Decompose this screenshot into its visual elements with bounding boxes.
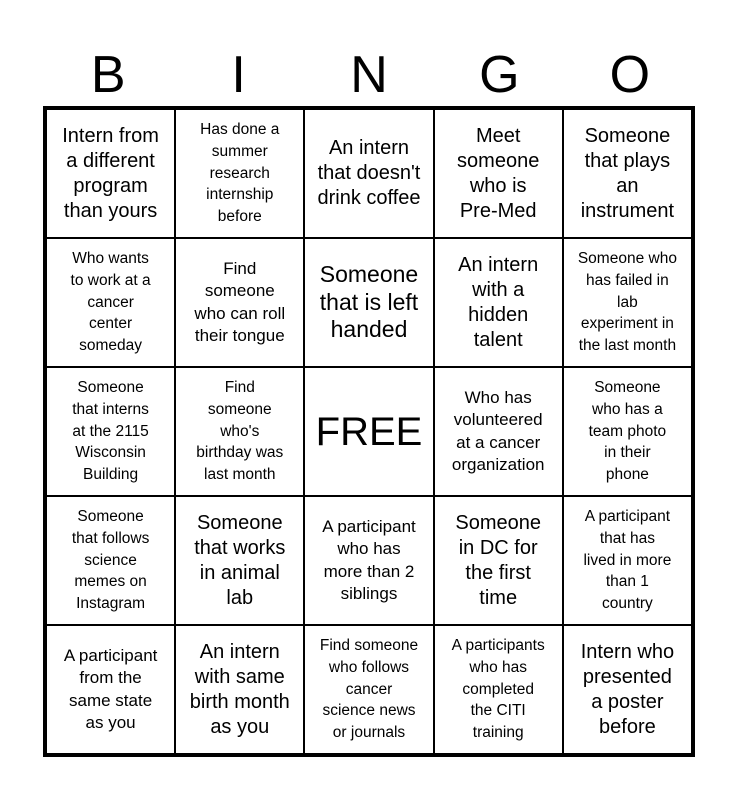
bingo-cell-r2-c5[interactable] <box>563 238 692 367</box>
bingo-cell-r4-c5[interactable] <box>563 496 692 625</box>
cell-text: Someone who has failed in lab experiment in the last month <box>577 250 677 355</box>
cell-text: Someone in DC for the first time <box>455 511 541 609</box>
cell-text: Find someone who can roll their tongue <box>194 259 286 345</box>
bingo-cell-r3-c1[interactable] <box>46 367 175 496</box>
bingo-cell-r1-c4[interactable] <box>434 109 563 238</box>
header-letter-g: G <box>479 46 520 104</box>
cell-text: A participant from the same state as you <box>63 646 158 732</box>
bingo-cell-r1-c3[interactable] <box>304 109 433 238</box>
bingo-cell-r4-c1[interactable] <box>46 496 175 625</box>
bingo-cell-r4-c2[interactable] <box>175 496 304 625</box>
header-letter-i: I <box>231 46 246 104</box>
cell-text: Someone that plays an instrument <box>580 124 675 222</box>
bingo-cell-r3-c2[interactable] <box>175 367 304 496</box>
bingo-cell-r5-c4[interactable] <box>434 625 563 754</box>
cell-text: Who has volunteered at a cancer organization <box>451 388 545 474</box>
cell-text: Meet someone who is Pre-Med <box>457 124 540 222</box>
bingo-cell-free[interactable] <box>304 367 433 496</box>
header-letter-b: B <box>90 46 126 104</box>
bingo-cell-r2-c3[interactable] <box>304 238 433 367</box>
cell-text: Someone that works in animal lab <box>194 511 286 609</box>
bingo-cell-r2-c2[interactable] <box>175 238 304 367</box>
cell-text: Intern from a different program than yours <box>62 124 159 222</box>
bingo-cell-r2-c1[interactable] <box>46 238 175 367</box>
bingo-header <box>43 44 695 106</box>
cell-text: Someone who has a team photo in their phone <box>588 379 667 484</box>
cell-text: Who wants to work at a cancer center someday <box>70 250 151 355</box>
bingo-cell-r3-c4[interactable] <box>434 367 563 496</box>
bingo-cell-r1-c1[interactable] <box>46 109 175 238</box>
bingo-cell-r1-c2[interactable] <box>175 109 304 238</box>
cell-text: Find someone who's birthday was last month <box>196 379 284 484</box>
bingo-cell-r4-c3[interactable] <box>304 496 433 625</box>
cell-text: An intern that doesn't drink coffee <box>317 137 421 209</box>
bingo-cell-r5-c5[interactable] <box>563 625 692 754</box>
cell-text: Find someone who follows cancer science news or journals <box>319 637 419 742</box>
free-space-label: FREE <box>315 409 423 454</box>
cell-text: A participants who has completed the CITI training <box>451 637 545 742</box>
cell-text: Has done a summer research internship before <box>200 121 280 226</box>
bingo-cell-r1-c5[interactable] <box>563 109 692 238</box>
cell-text: An intern with same birth month as you <box>189 640 290 738</box>
header-letter-o: O <box>609 46 651 104</box>
cell-text: A participant that has lived in more than 1 country <box>583 508 672 613</box>
bingo-cell-r5-c3[interactable] <box>304 625 433 754</box>
header-letter-n: N <box>350 46 388 104</box>
cell-text: A participant who has more than 2 siblings <box>322 517 416 603</box>
cell-text: An intern with a hidden talent <box>458 253 539 351</box>
bingo-cell-r5-c2[interactable] <box>175 625 304 754</box>
bingo-cell-r4-c4[interactable] <box>434 496 563 625</box>
cell-text: Someone that is left handed <box>319 261 419 343</box>
bingo-board <box>43 106 695 757</box>
cell-text: Intern who presented a poster before <box>580 640 675 738</box>
cell-text: Someone that interns at the 2115 Wisconsin Building <box>72 379 149 484</box>
cell-text: Someone that follows science memes on Instagram <box>71 508 150 613</box>
bingo-cell-r5-c1[interactable] <box>46 625 175 754</box>
bingo-cell-r2-c4[interactable] <box>434 238 563 367</box>
bingo-cell-r3-c5[interactable] <box>563 367 692 496</box>
